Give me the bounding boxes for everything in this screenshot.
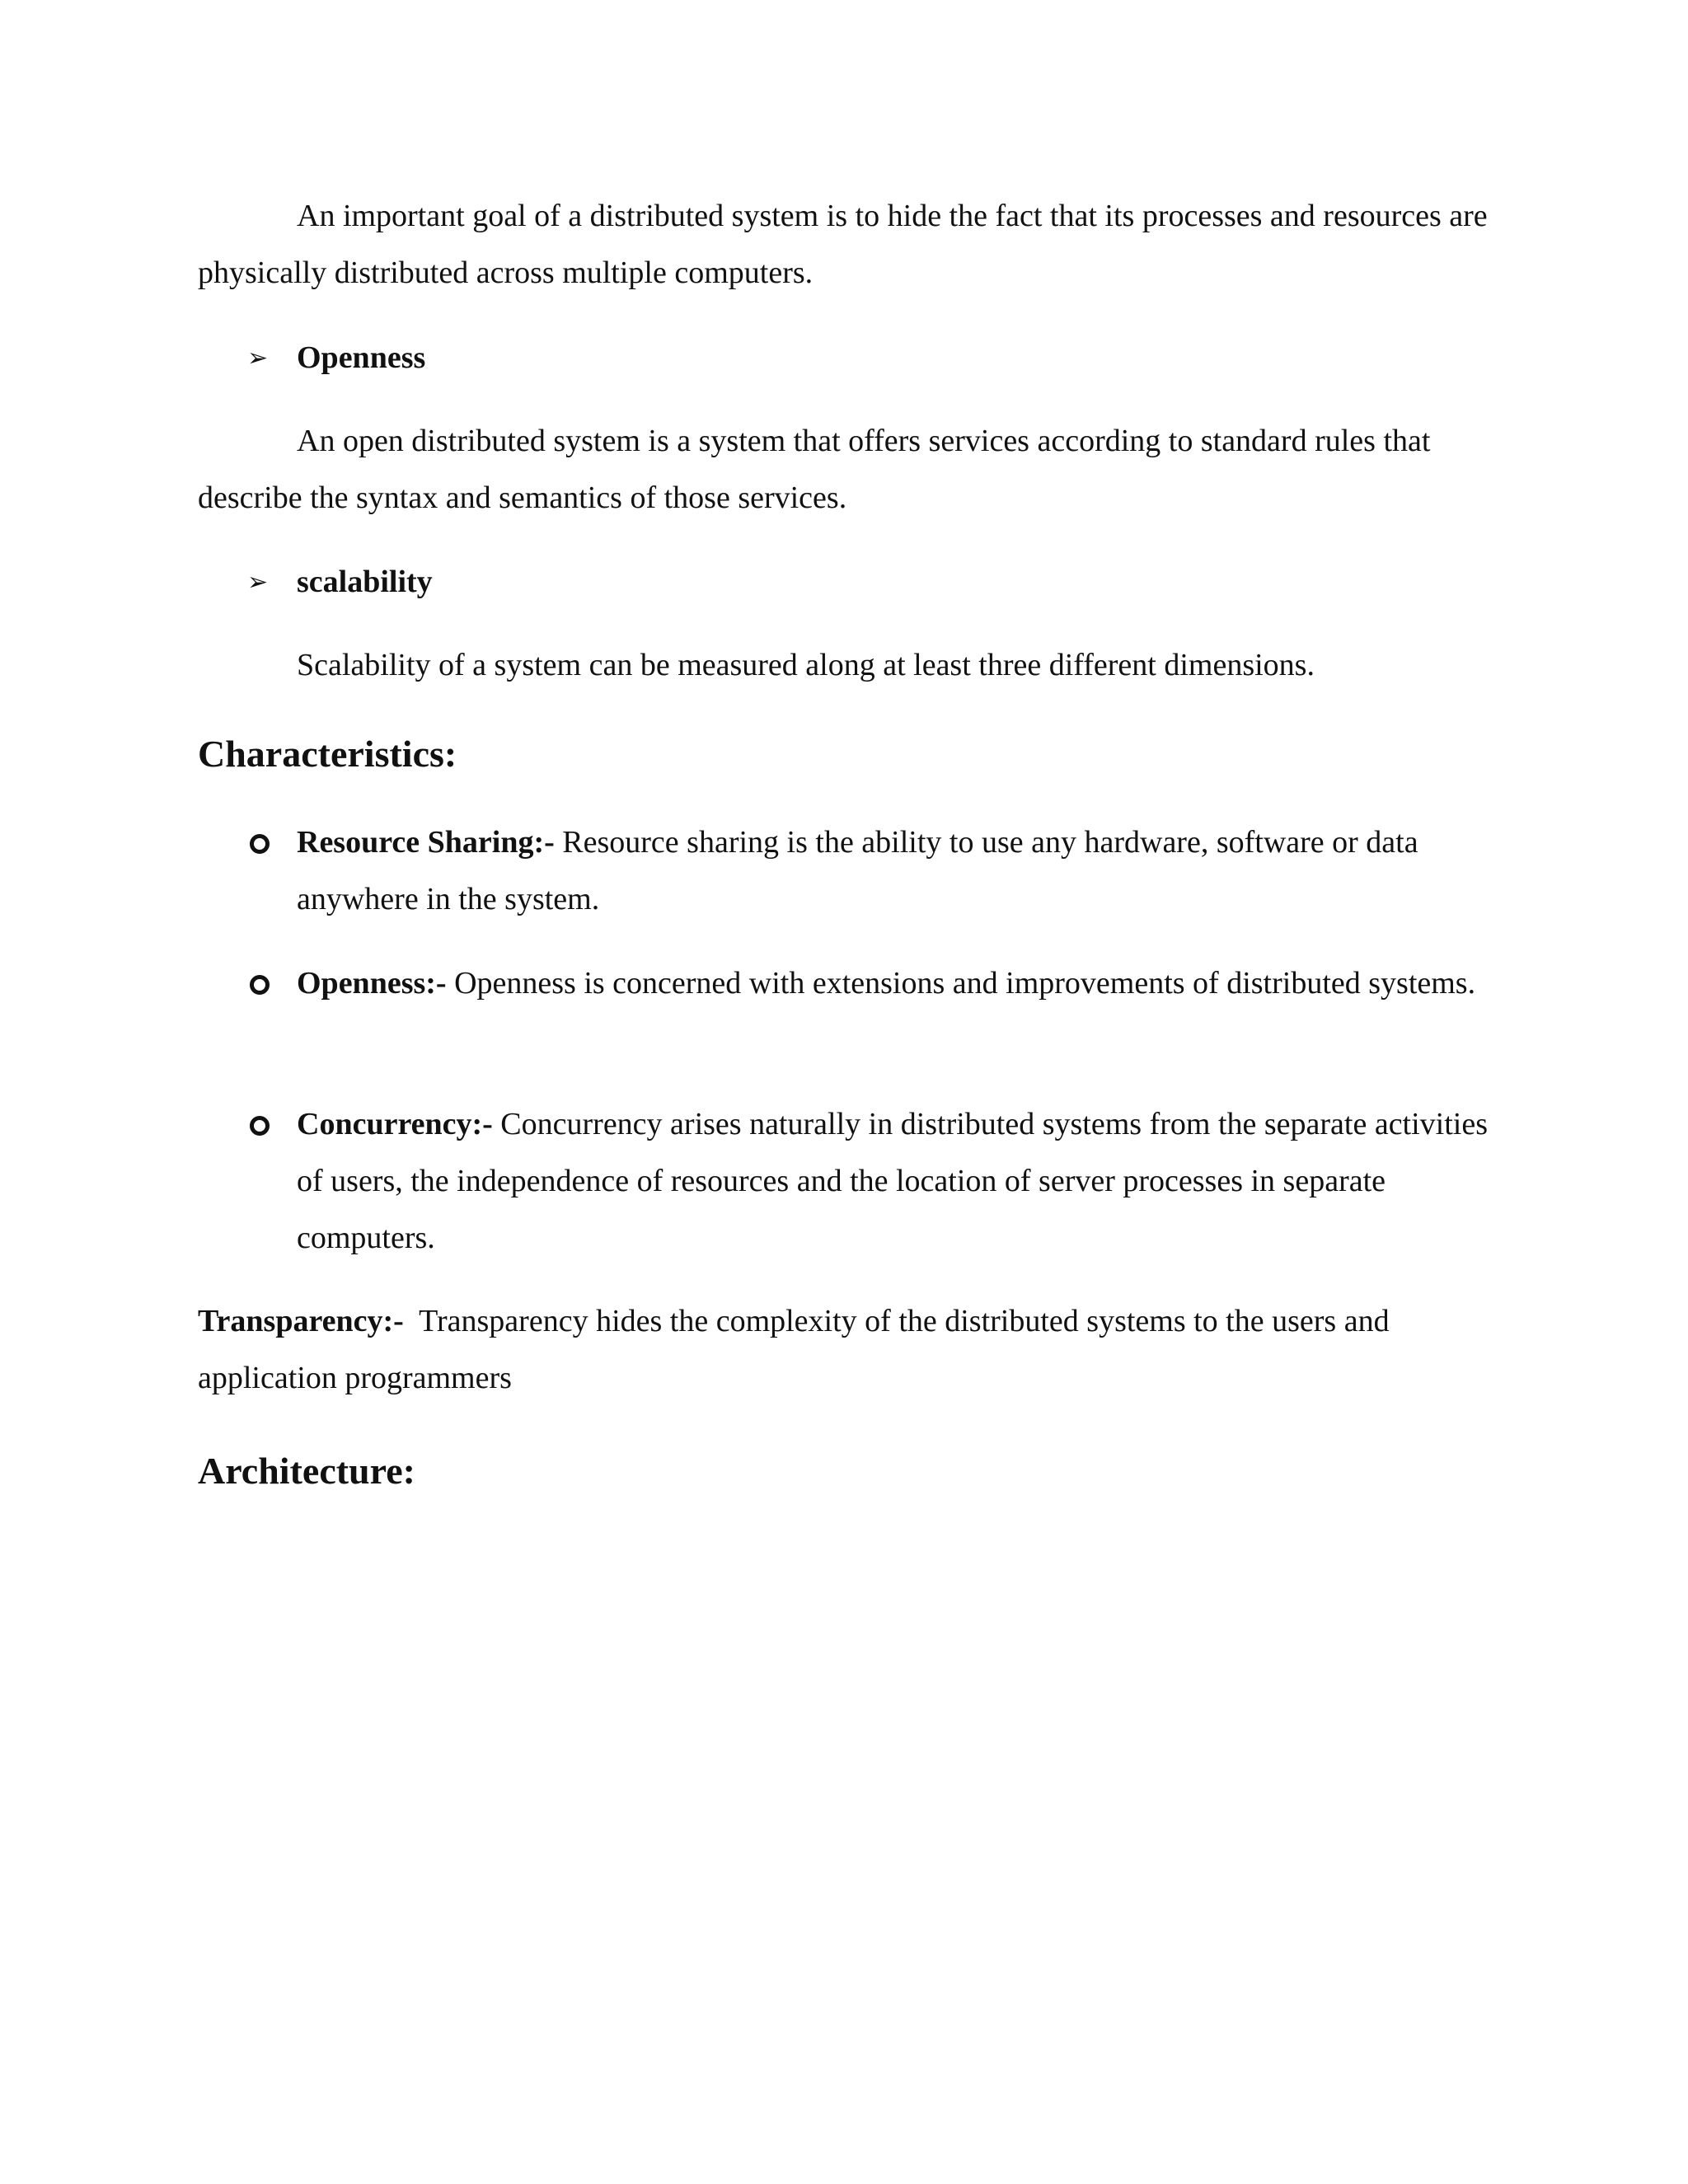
circle-bullet-icon [250, 834, 270, 854]
arrow-bullet-icon: ➢ [247, 344, 269, 372]
characteristic-term: Openness:- [297, 966, 447, 1001]
circle-bullet-icon [250, 975, 270, 995]
architecture-heading: Architecture: [198, 1450, 415, 1492]
scalability-title: scalability [297, 565, 433, 599]
characteristic-term: Concurrency:- [297, 1107, 493, 1141]
characteristic-term: Resource Sharing:- [297, 825, 555, 860]
transparency-text: Transparency hides the complexity of the distributed systems to the users and application programmers [198, 1304, 1398, 1395]
characteristic-text: Openness is concerned with extensions and improvements of distributed systems. [446, 966, 1476, 1001]
openness-paragraph: An open distributed system is a system that offers services according to standard rules that describe the syntax and semantics of those services. [198, 424, 1431, 515]
intro-paragraph: An important goal of a distributed system is to hide the fact that its processes and resources are physically distributed across multiple computers. [198, 199, 1488, 290]
characteristic-item-concurrency [297, 1096, 1500, 1267]
transparency-term: Transparency:- [198, 1304, 404, 1338]
characteristic-item-openness [297, 955, 1500, 1012]
circle-bullet-icon [250, 1116, 270, 1136]
characteristics-heading: Characteristics: [198, 733, 457, 775]
openness-title: Openness [297, 340, 426, 375]
scalability-paragraph: Scalability of a system can be measured along at least three different dimensions. [297, 648, 1315, 682]
characteristic-text: Resource sharing is the ability to use any hardware, software or data anywhere in the system. [297, 825, 1418, 916]
characteristic-item-resource-sharing [297, 814, 1500, 928]
arrow-bullet-icon: ➢ [247, 569, 269, 596]
transparency-paragraph [198, 1293, 1500, 1407]
characteristic-text: Concurrency arises naturally in distributed systems from the separate activities of users, the independence of resources and the location of server processes in separate computers. [297, 1107, 1489, 1255]
